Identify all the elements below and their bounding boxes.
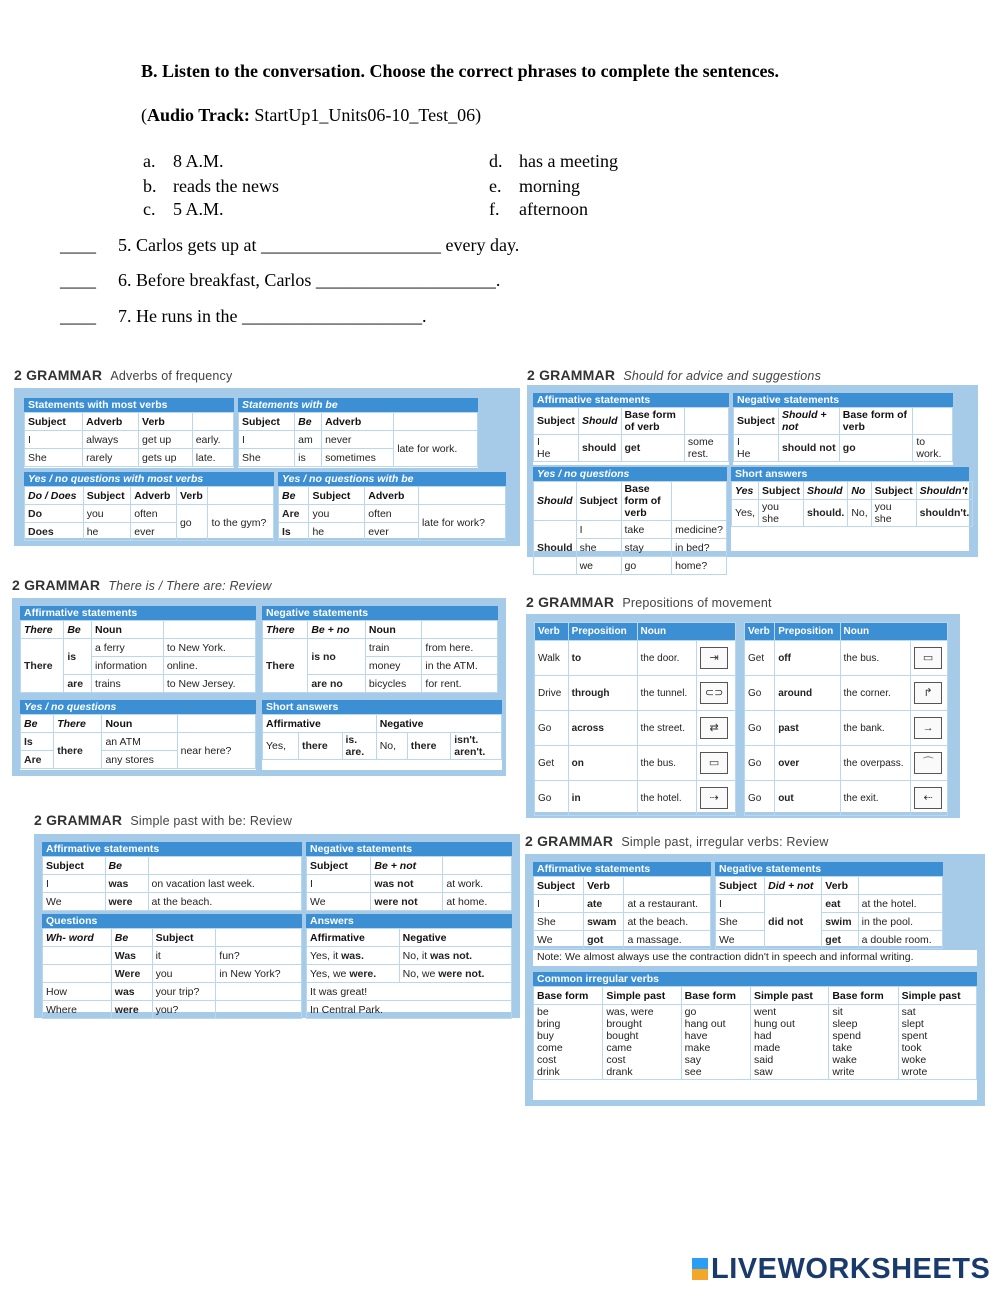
- go-over-overpass-icon: ⌒: [914, 752, 942, 774]
- grammar-box-there-is: Affirmative statements There Be Noun There is a ferry to New York. information online. are trains to New Jersey. Negative statements There Be + no Noun There is no train from here. money in the ATM. are no bicycles for rent. Yes / no questions Be There Noun Is there an ATM near here? Are any stores Short answers Affirmative Negative Yes, there is. are. No, there isn't. aren't.: [12, 598, 506, 776]
- get-on-bus-icon: ▭: [700, 752, 728, 774]
- grammar-box-past-be: Affirmative statements Subject Be I was on vacation last week. We were at the beach. Negative statements Subject Be + not I was not at work. We were not at home. Questions Wh- word Be Subject Was it fun? Were you in New York? How was your trip? Where were you? Answers Affirmative Negative Yes, it was. No, it was not. Yes, we were. No, we were not. It was great! In Central Park.: [34, 834, 520, 1018]
- grammar-box-irregular: Affirmative statements Subject Verb I ate at a restaurant. She swam at the beach. We got a massage. Negative statements Subject Did + not Verb I did not eat at the hotel. She swim in the pool. We get a double room. Note: We almost always use the contraction didn't in speech and informal writing. Common irregular verbs Base form Simple past Base form Simple past Base form Simple past be bring buy come cost drink was, were brought bought came cost drank go hang out have make say see went hung out had made said saw sit sleep spend take wake write sat slept spent took woke wrote: [525, 854, 985, 1106]
- go-around-corner-icon: ↱: [914, 682, 942, 704]
- grammar-box-adverbs: Statements with most verbs Subject Adverb Verb I always get up early. She rarely gets up late. Statements with be Subject Be Adverb I am never late for work. She is sometimes Yes / no questions with most verbs Do / Does Subject Adverb Verb Do you often go to the gym? Does he ever Yes / no questions with be Be Subject Adverb Are you often late for work? Is he ever: [14, 388, 520, 546]
- grammar-heading-prepositions: 2 GRAMMAR Prepositions of movement: [526, 594, 772, 610]
- grammar-box-should: Affirmative statements Subject Should Base form of verb I He should get some rest. Negative statements Subject Should + not Base form of verb I He should not go to work. Yes / no questions Should Subject Base form of verb Should I take medicine? she stay in bed? we go home? Short answers Yes Subject Should No Subject Shouldn't Yes, you she should. No, you she shouldn't.: [527, 385, 978, 557]
- option-a: a. 8 A.M.: [143, 151, 224, 171]
- grammar-heading-adverbs: 2 GRAMMAR Adverbs of frequency: [14, 367, 233, 383]
- option-e: e. morning: [489, 176, 580, 196]
- grammar-heading-past-be: 2 GRAMMAR Simple past with be: Review: [34, 812, 293, 828]
- go-out-exit-icon: ⇠: [914, 787, 942, 809]
- go-past-bank-icon: →: [914, 717, 942, 739]
- note-contraction: Note: We almost always use the contraction didn't in speech and informal writing.: [533, 950, 977, 966]
- option-c: c. 5 A.M.: [143, 199, 224, 219]
- grammar-heading-there-is: 2 GRAMMAR There is / There are: Review: [12, 577, 272, 593]
- grammar-heading-should: 2 GRAMMAR Should for advice and suggestions: [527, 367, 822, 383]
- audio-track: (Audio Track: StartUp1_Units06-10_Test_06): [141, 105, 482, 125]
- go-in-hotel-icon: ⇢: [700, 787, 728, 809]
- instruction: B. Listen to the conversation. Choose the correct phrases to complete the sentences.: [141, 61, 780, 81]
- question-6[interactable]: ____ 6. Before breakfast, Carlos ____________________.: [60, 270, 501, 290]
- grammar-heading-irregular: 2 GRAMMAR Simple past, irregular verbs: Review: [525, 833, 829, 849]
- walk-to-door-icon: ⇥: [700, 647, 728, 669]
- option-f: f. afternoon: [489, 199, 588, 219]
- question-7[interactable]: ____ 7. He runs in the ____________________.: [60, 306, 427, 326]
- option-d: d. has a meeting: [489, 151, 618, 171]
- question-5[interactable]: ____ 5. Carlos gets up at ____________________ every day.: [60, 235, 520, 255]
- drive-through-tunnel-icon: ⊂⊃: [700, 682, 728, 704]
- liveworksheets-mark-icon: [692, 1258, 708, 1280]
- liveworksheets-logo: LIVEWORKSHEETS: [692, 1253, 990, 1286]
- get-off-bus-icon: ▭: [914, 647, 942, 669]
- option-b: b. reads the news: [143, 176, 279, 196]
- grammar-box-prepositions: Verb Preposition Noun Walk to the door. ⇥ Drive through the tunnel. ⊂⊃ Go across the street. ⇄ Get on the bus. ▭ Go in the hotel. ⇢ Verb Preposition Noun Get off the bus. ▭ Go around the corner. ↱ Go past the bank. → Go over the overpass. ⌒ Go out the exit. ⇠: [526, 614, 960, 818]
- go-across-street-icon: ⇄: [700, 717, 728, 739]
